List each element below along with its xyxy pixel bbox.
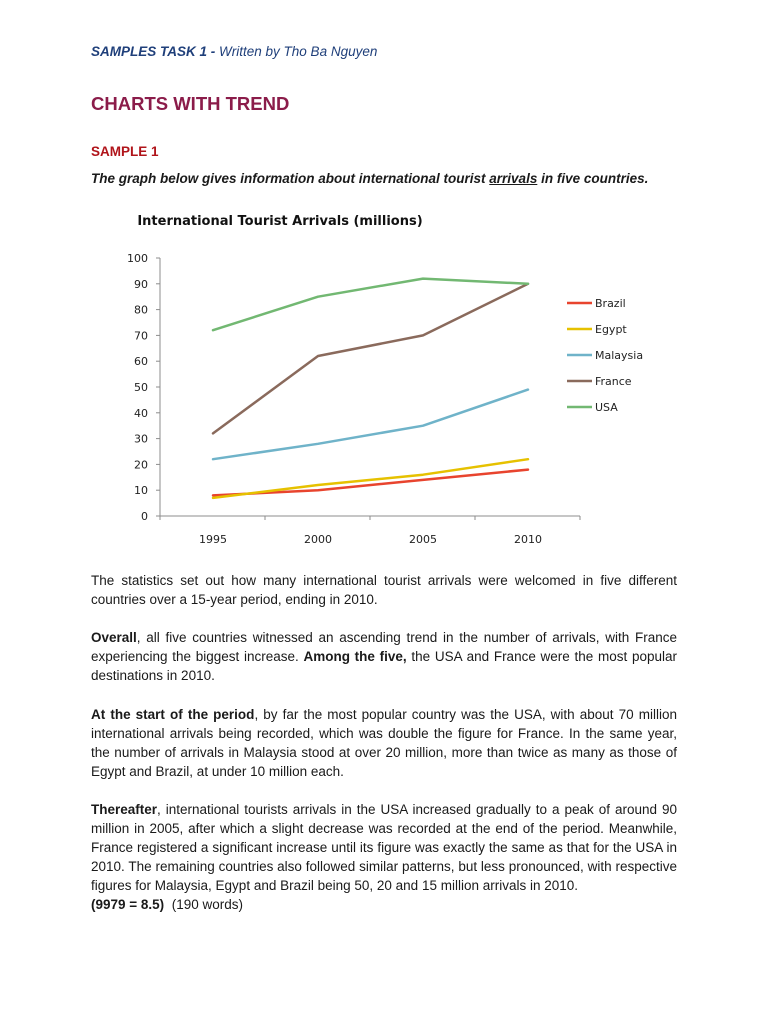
chart-legend bbox=[567, 297, 643, 414]
paragraph-overall bbox=[91, 628, 677, 685]
chart-axes bbox=[127, 252, 580, 546]
y-tick-label: 10 bbox=[134, 484, 148, 498]
overall-text-b: the USA and France were the most popular destinations in 2010. bbox=[91, 649, 677, 683]
task-prompt bbox=[91, 171, 648, 186]
start-text: , by far the most popular country was the USA, with about 70 million international arrivals being recorded, which was double the figure for France. In the same year, the number of arrivals in Malaysia stood at over 20 million, more than twice as many as those of Egypt and Brazil, at under 10 million each. bbox=[91, 707, 677, 779]
y-tick-label: 90 bbox=[134, 277, 148, 291]
x-tick-label: 2000 bbox=[304, 533, 332, 546]
y-tick-label: 40 bbox=[134, 406, 148, 420]
x-tick-label: 2010 bbox=[514, 533, 542, 546]
paragraph-thereafter bbox=[91, 800, 677, 914]
chart-series bbox=[213, 279, 528, 498]
y-tick-label: 50 bbox=[134, 381, 148, 394]
series-line-france bbox=[213, 284, 528, 434]
legend-label-malaysia: Malaysia bbox=[595, 349, 644, 362]
paragraph-start bbox=[91, 705, 677, 781]
page-title: CHARTS WITH TREND bbox=[91, 93, 290, 114]
prompt-after: in five countries. bbox=[537, 171, 649, 186]
header-series: SAMPLES TASK 1 - bbox=[91, 44, 216, 59]
legend-label-brazil: Brazil bbox=[595, 297, 626, 310]
word-count: (190 words) bbox=[171, 897, 243, 912]
document-header bbox=[91, 44, 377, 59]
x-tick-label: 2005 bbox=[409, 533, 437, 546]
band-score: (9979 = 8.5) bbox=[91, 897, 165, 912]
start-lead: At the start of the period bbox=[91, 707, 255, 722]
overall-text-a: , all five countries witnessed an ascending trend in the number of arrivals, with France experiencing the biggest increase. bbox=[91, 630, 677, 664]
y-tick-label: 70 bbox=[134, 329, 148, 343]
y-tick-label: 100 bbox=[127, 252, 148, 265]
paragraph-intro: The statistics set out how many international tourist arrivals were welcomed in five different countries over a 15-year period, ending in 2010. bbox=[91, 573, 677, 607]
sample-heading: SAMPLE 1 bbox=[91, 144, 159, 159]
overall-lead: Overall bbox=[91, 630, 137, 645]
y-tick-label: 60 bbox=[134, 355, 148, 369]
series-line-egypt bbox=[213, 459, 528, 498]
chart-title: International Tourist Arrivals (millions) bbox=[137, 214, 423, 229]
thereafter-lead: Thereafter bbox=[91, 802, 158, 817]
tourist-arrivals-chart bbox=[100, 200, 660, 560]
legend-label-egypt: Egypt bbox=[595, 323, 627, 336]
prompt-underlined: arrivals bbox=[489, 171, 538, 186]
legend-label-usa: USA bbox=[595, 401, 618, 414]
y-tick-label: 20 bbox=[134, 458, 148, 472]
prompt-before: The graph below gives information about international tourist bbox=[91, 171, 490, 186]
header-byline: Written by Tho Ba Nguyen bbox=[219, 44, 378, 59]
x-tick-label: 1995 bbox=[199, 533, 227, 546]
series-line-usa bbox=[213, 279, 528, 331]
y-tick-label: 80 bbox=[134, 303, 148, 317]
overall-bold-phrase: Among the five, bbox=[303, 649, 407, 664]
y-tick-label: 0 bbox=[141, 510, 148, 523]
thereafter-text: , international tourists arrivals in the USA increased gradually to a peak of around 90 million in 2005, after which a slight decrease was recorded at the end of the period. Meanwhile, France registered a significant increase until its figure was exactly the same as that for the USA in 2010. The remaining countries also followed similar patterns, but less pronounced, with respective figures for Malaysia, Egypt and Brazil being 50, 20 and 15 million arrivals in 2010. bbox=[91, 802, 677, 893]
legend-label-france: France bbox=[595, 375, 632, 388]
y-tick-label: 30 bbox=[134, 432, 148, 446]
